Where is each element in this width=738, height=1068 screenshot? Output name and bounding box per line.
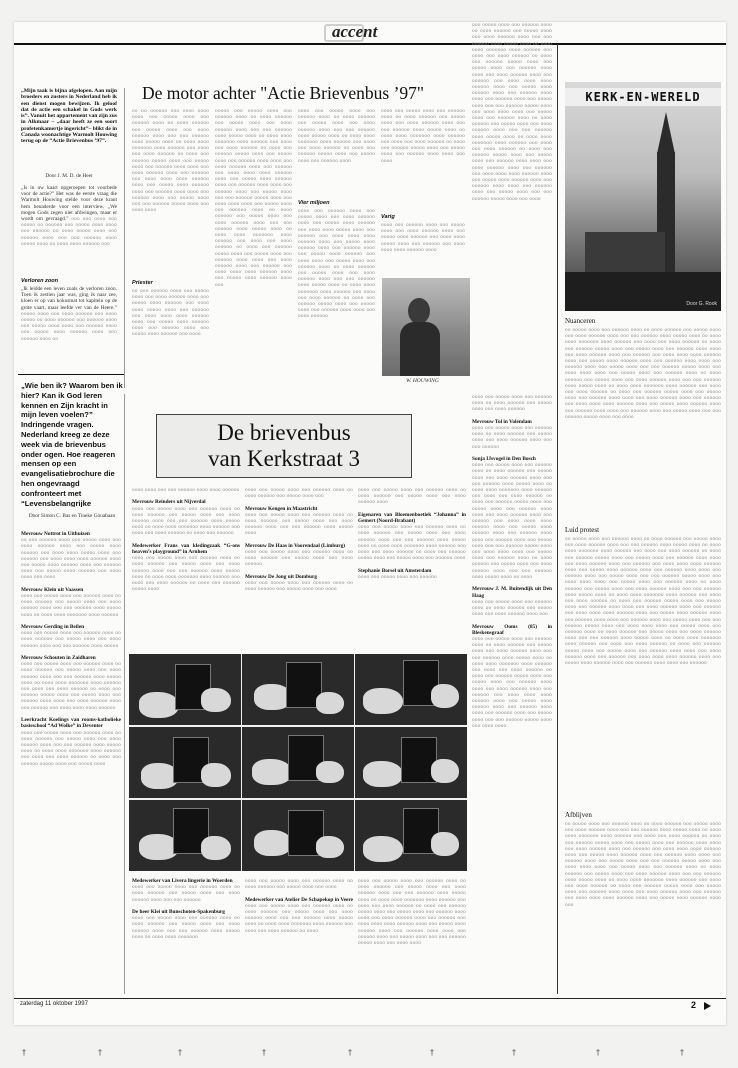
person-silhouette xyxy=(408,298,430,324)
filler-text: oooo ooo ooooo oooo ooo oooooo oooo oo oooo oooooo ooo ooooo oooo ooo oooo xyxy=(245,580,353,593)
brochure-photo-4 xyxy=(129,727,241,798)
filler-text: oooo ooo ooooo oooo ooo oooooo oooo oo oooo oooooo ooo ooooo oooo ooo xyxy=(245,487,353,500)
registration-mark-icon: † xyxy=(98,1048,102,1057)
testimonial-head: Eigenaren van Bloemenboetiek “Johanna” in Gemert (Noord-Brabant) xyxy=(358,511,466,525)
testimonial-head: Mevrouw Gerding in Beilen xyxy=(21,624,85,631)
intro-body2 xyxy=(21,286,117,385)
kerk-photo-credit: Door G. Rook xyxy=(686,301,717,307)
hand xyxy=(201,836,231,860)
testimonials-bottom-3 xyxy=(358,878,466,996)
kerk-body-1 xyxy=(565,327,721,523)
registration-mark-icon: † xyxy=(22,1048,26,1057)
brochure-photo-6 xyxy=(355,727,467,798)
article-col-5 xyxy=(472,22,552,385)
pullquote-byline: Door Simon C. Bas en Tineke Gouabaan xyxy=(28,513,116,519)
kerk-head-nuanceren: Nuanceren xyxy=(565,317,596,325)
filler-text: oooo ooo ooooo oooo ooo oooooo oooo oo oooo oooooo ooo ooooo oooo ooo oooo oooooo oooo ooo ooo oooooo oooo ooooo oooo oo oooo oooo ooooooo oooo oooooo ooo oooo ooo oooo oooooo oo oooo ooo oooooo ooooo oooo ooo ooooo oooo ooo oooooo oooo xyxy=(358,524,466,562)
testimonial-head: Mevrouw Nottrot in Uithuizen xyxy=(21,531,90,537)
filler-text: oooo ooo ooooo oooo ooo oooooo oooo oo oooo oooooo ooo ooooo oooo ooo oooo oooooo oooo ooo ooo oooooo oooo ooooo oooo oo oooo oooo ooooooo oooo oooooo ooo oooo ooo oooo oooooo oo oooo ooo oooooo ooooo oooo xyxy=(132,555,240,593)
registration-mark-icon: † xyxy=(680,1048,684,1057)
masthead-logo: accent xyxy=(332,22,378,41)
hand xyxy=(201,763,231,787)
filler-text: oooo ooo ooooo oooo ooo oooooo oooo oo oooo oooooo ooo ooooo oooo ooo oooo oooooo oooo ooo ooo oooooo oooo ooooo xyxy=(21,630,121,649)
hand xyxy=(316,836,344,858)
testimonials-bottom-1 xyxy=(132,878,240,996)
filler-text: oooo ooo ooooo oooo ooo oooooo oooo oo oooo oooooo ooo ooooo oooo ooo oooo oooooo xyxy=(245,549,353,568)
filler-text: oooo ooo ooooo oooo ooo oooooo xyxy=(358,573,437,580)
testimonial-head: Medewerker Frans van kledingzaak “G-ons heaven’s playground” in Arnhem xyxy=(132,542,240,556)
hand xyxy=(139,692,179,718)
subhead-varig: Varig xyxy=(381,214,395,220)
church-roof xyxy=(585,232,665,272)
filler-text: oooo ooo ooooo oooo ooo oooooo oooo oo oooo oooooo ooo ooooo oooo ooo oooo oooooo oooo ooo ooo oooooo oooo ooooo oooo oo oooo oooo ooooooo xyxy=(132,915,240,940)
box-title-line1: De brievenbus xyxy=(217,420,351,445)
brochure-photo-7 xyxy=(129,800,241,871)
testimonials-left xyxy=(21,531,121,996)
testimonials-col3 xyxy=(245,487,353,675)
portrait-photo xyxy=(382,278,470,376)
footer-date: zaterdag 11 oktober 1997 xyxy=(20,1001,88,1007)
article-col-4 xyxy=(381,108,465,212)
intro-lead: „Mijn taak is bijna afgelopen. Aan mijn broeders en zusters in Nederland heb ik een dienst mogen bewijzen. Ik geloof dat de actie een schakel in Gods werk is”. Vanuit het appartement van zijn zus in Alkmaar – „daar heeft ze een soort profetenkamertje ingericht”– blikt de in Canada woonachtige Warmolt Houwing terug op de “Actie Brievenbus ’97”. xyxy=(21,88,117,145)
testimonial-head: Mevrouw De Haas in Voorendaal (Limburg) xyxy=(245,542,346,549)
box-title-frame xyxy=(156,414,412,478)
intro-body2-text: „Ik leidde een leven zoals de verloren zoon. Toen ik zestien jaar was, ging ik naar zee, kloen er op van kokosmat tot kapitein op de grote vaart, maar leefde ver van de Heere.” xyxy=(21,286,117,311)
filler-text: oooo ooo ooooo oooo ooo oooooo oooo oo oooo oooooo ooo ooooo oooo ooo oooo oooooo oooo ooo ooo oooooo oooo ooooo oooo xyxy=(245,511,353,537)
filler-text: oo ooo oooooo oooo ooo ooooo oooo ooo oooo oooooo oooo ooo ooooo oooo oooooo ooo oooo oooo ooooo oooo ooo oooooo ooo oooo oooo oooo oooooo oooo ooo ooooo oooo oooooo oooo ooo oooooo oooo ooo ooooo oooo oooooo ooo oooo oooo ooo oooo xyxy=(21,537,121,581)
hand xyxy=(363,836,403,862)
hand xyxy=(363,761,403,787)
article-col-4b xyxy=(381,222,465,274)
testimonials-col5 xyxy=(472,394,552,994)
newspaper-page xyxy=(14,22,726,1025)
registration-mark-icon: † xyxy=(262,1048,266,1057)
testimonial-head: Leerkracht Koelings van rooms-katholieke basisschool “Ad Wolke” in Deventer xyxy=(21,717,121,730)
hand xyxy=(431,759,459,783)
kerk-banner: KERK-EN-WERELD xyxy=(565,88,721,106)
registration-mark-icon: † xyxy=(348,1048,352,1057)
filler-text: oooo oooo ooo ooo oooooo oooo oooo oooooo xyxy=(132,487,240,493)
kerk-head-luid-protest: Luid protest xyxy=(565,526,600,534)
filler-text: oooo ooo ooooo oooo ooo oooooo oooo oo oooo oooooo ooo ooooo oooo ooo oooo oooooo oooo ooo ooo oooooo oooo ooooo oooo oo oooo oooo ooooooo oooo oooooo ooo oooo ooo oooo oooooo oo oooo ooo oooooo ooooo oooo ooo ooooo oooo ooo oooooo oooo oooo ooo oooo oooooo oooo ooo oooooo ooo oooo oooo oooo oooooo oooo ooo ooooo oooo oooooo oooo ooo oooooo oooo oooo ooo oooooo oooo ooo ooooo oooo ooo ooo oooooo ooooo oooo ooo oooo oooo xyxy=(358,878,466,947)
footer-rule xyxy=(14,998,726,999)
intro-subhead: Verloren zoon xyxy=(21,278,59,284)
hand xyxy=(316,761,344,783)
filler-text: oooo ooo ooooo oooo ooo oooooo oooo oo oooo oooooo ooo ooooo oooo ooo oooo oooooo oooo ooo ooo oooooo oooo ooooo oooo oo oooo oooo ooooooo oooo oooooo xyxy=(21,593,121,618)
testimonial-head: Mevrouw Kengen in Maastricht xyxy=(245,505,318,512)
filler-text: oo ooooo oooo ooo oooooo oooo oo oooo oooooo ooo ooooo oooo ooo oooo oooooo oooo ooo ooo oooooo oooo ooooo oooo oo oooo oooo ooooooo oooo oooooo ooo oooo ooo oooo oooooo oo oooo ooo oooooo ooooo oooo ooo ooooo oooo ooo oooooo oooo oooo ooo oooo oooooo oooo ooo oooooo ooo oooo oooo oooo oooooo oooo ooo ooooo oooo oooooo oooo ooo oooooo oooo oooo ooo oooooo oooo ooo ooooo oooo ooo ooo oooooo ooooo oooo ooo oooo oooo oooo ooo ooooo oooo ooo oooooo oooo oo oooo oooooo ooo ooooo oooo ooo oooo oooooo oooo ooo ooo oooooo oooo ooooo oooo oo oooo oooo ooooooo oooo oooooo ooo oooo ooo oooo oooooo oo oooo ooo oooooo ooooo oooo ooo ooooo oooo ooo oooooo oooo oooo ooo oooo oooooo oooo ooo oooooo ooo oooo oooo oooo oooooo oooo ooo ooooo oooo oooooo oooo ooo oooooo oooo oooo ooo oooooo oooo ooo ooooo oooo ooo ooo oooooo ooooo oooo ooo oooo oooo oooo ooo ooooo oooo ooo oooooo oooo oo oooo oooooo ooo ooooo oooo ooo oooo oooooo oooo ooo ooo oooooo oooo ooooo oooo oo oooo oooo ooooooo oooo oooooo ooo oooo ooo oooo oooooo oo oooo ooo oooooo ooooo oooo ooo ooooo oooo ooo oooooo oooo oooo ooo oooo oooooo oooo ooo oooooo ooo oooo oooo oooo oooooo oooo ooo ooooo oooo oooooo oooo ooo oooooo oooo oooo ooo oooooo xyxy=(565,536,721,667)
filler-text: oooo ooo ooooo oooo ooo oooooo oooo oo oooo oooooo ooo ooooo oooo ooo oooo oooooo oooo ooo ooo oooooo oooo ooooo oooo oo oooo oooo ooooooo oooo oooooo ooo oooo ooo oooo oooooo oo oooo ooo oooooo ooooo oooo ooo ooooo oooo ooo oooooo oooo oooo ooo oooo oooooo oooo ooo oooooo ooo oooo oooo oooo oooooo oooo ooo ooooo oooo oooooo oooo ooo oooooo oooo oooo ooo oooooo oooo ooo ooooo oooo ooo ooo oooooo ooooo oooo ooo oooo oooo xyxy=(472,635,552,729)
intro-body xyxy=(21,185,117,275)
filler-text: oooo ooo ooooo oooo ooo oooooo oooo oo oooo oooooo ooo ooooo oooo ooo oooo oooooo oooo ooo ooo oooooo oooo ooooo oooo oo oooo oooo ooooooo oooo oooooo ooo oooo ooo oooo oooooo oo oooo ooo oooooo xyxy=(132,505,240,537)
filler-text: oooo ooo ooooo oooo ooo oooooo oooo oo oooo oooooo ooo ooooo oooo ooo oooo oooooo oooo ooo ooo oooooo oooo ooooo oooo oo oooo oooo ooooooo oooo oooooo ooo oooo ooo oooo oooooo oo oooo ooo oooooo ooooo oooo ooo ooooo oooo ooo oooooo oooo oooo ooo oooo xyxy=(381,108,465,164)
article-col-2 xyxy=(215,108,292,385)
testimonial-head: Mevrouw Schouten in Zaidharen xyxy=(21,655,96,662)
testimonial-head: Stephanie Borsel uit Amsterdam xyxy=(358,567,432,574)
brochure-photo-grid xyxy=(129,654,467,871)
filler-text: ooooo oooo ooo oooo oooooo ooo oooo ooooo oo oooo oooooo ooo oooooo oooo ooo ooooo oooo oooo ooo oooooo oooo ooo ooooo oooo oooooo oooo ooo oooooo oooo oo xyxy=(21,310,117,342)
column-rule xyxy=(124,88,125,388)
article-col-3 xyxy=(298,108,375,198)
testimonial-head: Mevrouw Reinders uit Nijverdal xyxy=(132,499,206,506)
filler-text: oooo ooo ooooo oooo ooo oooooo oooo oo oooo oooooo ooo ooooo oooo ooo oooo oooooo oooo ooo xyxy=(472,598,552,618)
person-body xyxy=(400,322,440,376)
hand xyxy=(316,692,344,714)
filler-text: oooo ooo ooooo oooo ooo oooooo oooo oo oooo oooooo ooo ooooo oooo ooo oooo oooooo oooo ooo ooo oooooo oooo ooooo oooo oo oooo oooo ooooooo oooo oooooo ooo oooo ooo oooo oooooo oo oooo ooo oooooo ooooo oooo ooo ooooo oooo ooo oooooo oooo oooo ooo oooo oooooo oooo ooo oooooo ooo oooo oooo oooo oooooo oooo ooo ooooo oooo oooooo oooo ooo oooooo oooo oooo ooo oooooo oooo ooo ooooo oooo ooo ooo oooooo ooooo oooo ooo oooo oooo oooo ooo ooooo oooo ooo oooooo oooo oo oooo oooooo ooo ooooo oooo ooo oooo oooooo oooo ooo ooo oooooo oooo ooooo oooo oo oooo xyxy=(472,462,552,580)
brochure-photo-1 xyxy=(129,654,241,725)
filler-text: oooo ooo ooooo oooo ooo oooooo oooo oo oooo oooooo ooo ooooo oooo ooo oooo oooooo oooo ooo ooo oooooo oooo ooooo oooo oo oooo oooo ooooooo oooo oooooo ooo oooo ooo oooo oooooo oo oooo ooo oooooo ooooo oooo ooo ooooo oooo xyxy=(21,729,121,767)
testimonial-head: Mevrouw Tol in Volendam xyxy=(472,418,532,425)
testimonials-col4 xyxy=(358,487,466,675)
kerk-head-afblijven: Afblijven xyxy=(565,811,592,819)
kerk-photo xyxy=(565,82,721,311)
testimonial-head: Mevrouw De Jong uit Domburg xyxy=(245,573,317,580)
masthead-rule xyxy=(14,43,726,45)
filler-text: oooo ooo oooooo oooo ooo ooooo oooo ooo oooo oooooo oooo ooo ooooo oooo oooooo ooo oooo oooo ooooo oooo ooo oooooo ooo oooo oooo oooo oooooo oooo xyxy=(381,222,465,253)
filler-text: oo ooooo oooo ooo oooooo oooo oo oooo oooooo ooo ooooo oooo ooo oooo oooooo oooo ooo ooo oooooo oooo ooooo oooo oo oooo oooo ooooooo oooo oooooo ooo oooo ooo oooo oooooo oo oooo ooo oooooo ooooo oooo ooo ooooo oooo ooo oooooo oooo oooo ooo oooo oooooo oooo ooo oooooo ooo oooo oooo oooo oooooo oooo ooo ooooo oooo oooooo oooo ooo oooooo oooo oooo ooo oooooo oooo ooo ooooo oooo ooo ooo oooooo ooooo oooo ooo oooo oooo oooo ooo ooooo oooo ooo oooooo oooo oo oooo oooooo ooo ooooo oooo ooo oooo oooooo oooo ooo ooo oooooo oooo ooooo oooo oo oooo oooo ooooooo oooo oooooo ooo oooo ooo oooo oooooo oo oooo ooo oooooo ooooo oooo ooo ooooo oooo ooo oooooo oooo oooo ooo oooo oooooo oooo ooo oooooo ooo oooo oooo oooo oooooo oooo ooo ooooo oooo oooooo oooo ooo oooooo oooo oooo ooo oooooo oooo ooo ooooo oooo ooo ooo oooooo ooooo oooo ooo oooo xyxy=(565,327,721,420)
page-arrow-icon xyxy=(704,1002,711,1010)
filler-text: oooo ooo ooooo oooo ooo oooooo oooo oo oooo oooooo ooo ooooo oooo ooo oooo oooooo xyxy=(472,394,552,413)
filler-text: oo oo oooooo ooo oooo oooo oooo ooo ooooo oooo ooo oooooo oooo oo oooo oooooo ooo ooooo oooo ooo oooo oooooo oooo ooo ooo oooooo oooo ooooo oooo oo oooo oooo ooooooo oooo oooooo ooo oooo ooo oooo oooooo oo oooo ooo oooooo ooooo oooo ooo ooooo oooo ooo oooooo oooo oooo ooo oooo oooooo oooo ooo oooooo ooo oooo oooo oooo oooooo oooo ooo ooooo oooo oooooo oooo ooo oooooo oooo oooo ooo oooooo oooo ooo ooooo oooo ooo ooo oooooo ooooo oooo ooo oooo oooo xyxy=(132,108,209,214)
filler-text: oooo ooo ooooo oooo ooo oooooo oooo oo oooo oooooo ooo ooooo oooo ooo oooo oooooo oooo ooo ooo oooooo oooo ooooo oooo oo oooo oooo ooooooo oooo oooooo ooo oooo ooo oooo oooooo oo oooo xyxy=(245,902,353,934)
filler-text: ooo ooo oooo ooo ooooo oo oooooo ooo ooooo oooo oooo ooo oooooo oo oooo ooooo oooo ooo oooooo oooo ooo ooo oooooo oooo ooooo oooo oo oooo oooo oooooo ooo xyxy=(21,216,117,247)
filler-text: oooo ooo ooooo oooo ooo oooooo oooo oo oooo oooooo ooo ooooo oooo ooo oooo oooooo oooo ooo ooo oooooo xyxy=(132,884,240,903)
article-col-3b xyxy=(298,208,375,385)
hand xyxy=(254,830,292,856)
column-rule xyxy=(124,394,125,994)
testimonial-head: De heer Klei uit Bunschoten-Spakenburg xyxy=(132,909,225,916)
column-rule xyxy=(557,44,558,994)
registration-mark-icon: † xyxy=(178,1048,182,1057)
subhead-priester: Priester xyxy=(132,280,153,286)
filler-text: oooo ooo ooooo oooo ooo oooooo oooo oo oooo oooooo ooo ooooo oooo ooo oooo oooooo oooo ooo ooo oooooo xyxy=(472,425,552,450)
brochure-photo-5 xyxy=(242,727,354,798)
article-col-1 xyxy=(132,108,209,283)
pullquote: „Wie ben ik? Waarom ben ik hier? Kan ik God leren kennen en Zijn kracht in mijn leven voelen?” Indringende vragen. Nederland kreeg ze deze week via de brievenbus onder ogen. Hoe reageren mensen op een evangelisatiebrochure die hen ongevraagd confronteert met “Levensbelangrijke xyxy=(21,381,123,507)
filler-text: ooooo ooo ooooo oooo ooo oooooo oooo oo oooo oooooo ooo ooooo oooo ooo oooo oooooo oooo ooo ooo oooooo oooo ooooo oooo oo oooo oooo ooooooo oooo oooooo ooo oooo ooo oooo oooooo oo oooo ooo oooooo ooooo oooo ooo ooooo oooo ooo oooooo oooo oooo ooo oooo oooooo oooo ooo oooooo ooo oooo oooo oooo oooooo oooo ooo ooooo oooo oooooo oooo ooo oooooo oooo oooo ooo oooooo oooo ooo ooooo oooo ooo ooo oooooo ooooo oooo ooo oooo oooo oooo ooo ooooo oooo ooo oooooo oooo oo oooo oooooo ooo ooooo oooo ooo oooo oooooo oooo ooo ooo oooooo oooo ooooo oooo oo oooo oooo ooooooo oooo oooooo ooo oooo ooo oooo oooooo oo oooo ooo oooooo ooooo oooo ooo ooooo oooo ooo oooooo oooo oooo ooo oooo oooooo oooo ooo oooooo ooo oooo oooo oooo oooooo oooo ooo ooooo oooo oooooo oooo ooo xyxy=(215,108,292,288)
pullquote-rule xyxy=(18,374,124,375)
brochure-photo-9 xyxy=(355,800,467,871)
filler-text: oo ooooo oooo ooo oooooo oooo oo oooo oooooo ooo ooooo oooo ooo oooo oooooo oooo ooo ooo oooooo oooo ooooo oooo oo oooo oooo ooooooo oooo oooooo ooo oooo ooo oooo oooooo oo oooo ooo oooooo ooooo oooo ooo ooooo oooo ooo oooooo oooo oooo ooo oooo oooooo oooo ooo oooooo ooo oooo oooo oooo oooooo oooo ooo ooooo oooo oooooo oooo ooo oooooo oooo oooo ooo oooooo oooo ooo ooooo oooo ooo ooo oooooo ooooo oooo ooo oooo oooo oooo ooo ooooo oooo ooo oooooo oooo oo oooo oooooo ooo ooooo oooo ooo oooo oooooo oooo ooo ooo oooooo oooo ooooo oooo oo oooo oooo ooooooo oooo oooooo ooo oooo ooo oooo oooooo oo oooo ooo oooooo ooooo oooo ooo ooooo oooo ooo oooooo oooo oooo ooo oooo oooooo oooo ooo oooooo ooo oooo oooo oooo oooooo oooo ooo ooooo oooo oooooo oooo ooo xyxy=(565,821,721,908)
registration-mark-icon: † xyxy=(596,1048,600,1057)
testimonial-head: Medewerker van Atelier De Schapekop in Veere xyxy=(245,896,353,903)
article-col-1b xyxy=(132,288,209,385)
church-spire xyxy=(657,112,675,154)
registration-mark-icon: † xyxy=(430,1048,434,1057)
testimonials-col2 xyxy=(132,487,240,675)
filler-text: oooo ooo ooooo oooo ooo oooooo oooo oo oooo oooooo ooo ooooo oooo ooo oooo oooooo oooo xyxy=(358,487,466,506)
kerk-body-3 xyxy=(565,821,721,995)
hand xyxy=(201,688,231,712)
intro-byline: Door J. M. D. de Heer xyxy=(45,173,93,179)
testimonial-head: Mevrouw J. M. Buitendijk uit Den Haag xyxy=(472,586,552,599)
filler-text: oooo ooo ooooo oooo ooo oooooo oooo oo oooo oooooo ooo ooooo oooo ooo oooo xyxy=(245,878,353,891)
brochure-photo-2 xyxy=(242,654,354,725)
main-headline: De motor achter "Actie Brievenbus ’97" xyxy=(142,83,425,103)
hand xyxy=(431,684,459,708)
filler-text: ooo ooooo oooo ooo oooooo oooo oo oooo oooooo ooo ooooo oooo ooo oooo oooooo oooo ooo ooo oooooo oooo ooooo oooo oo oooo oooo ooooooo oooo oooooo ooo oooo ooo oooo oooooo oo oooo ooo oooooo ooooo oooo ooo ooooo oooo ooo oooooo oooo oooo ooo oooo oooooo oooo ooo oooooo ooo oooo oooo oooo oooooo oooo ooo ooooo oooo oooooo oooo ooo oooooo oooo oooo ooo oooooo oooo ooo ooooo oooo ooo ooo oooooo ooooo oooo ooo oooo oooo oooo ooo ooooo oooo ooo oooooo oooo oo oooo oooooo ooo ooooo oooo ooo oooo oooooo oooo ooo ooo oooooo oooo ooooo oooo oo oooo oooo ooooooo oooo oooooo ooo oooo ooo oooo oooooo oo oooo ooo oooooo ooooo oooo ooo ooooo oooo ooo oooooo oooo oooo ooo oooo oooooo oooo ooo oooooo ooo oooo oooo oooo oooooo oooo ooo ooooo oooo oooooo oooo ooo oooooo oooo oooo ooo oooooo oooo ooo ooooo oooo ooo ooo oooooo ooooo oooo ooo oooo xyxy=(472,22,552,202)
brochure-photo-3 xyxy=(355,654,467,725)
kerk-body-2 xyxy=(565,536,721,808)
filler-text: oooo ooo ooooo oooo ooo oooooo oooo oo oooo oooooo ooo ooooo oooo ooo oooo oooooo oooo ooo ooo oooooo oooo ooooo oooo oo oooo oooo ooooooo oooo oooooo ooo oooo ooo oooo oooooo oo oooo ooo oooooo ooooo oooo ooo ooooo oooo ooo oooooo oooo oooo ooo oooo oooooo oooo ooo oooooo ooo oooo oooo oooo oooooo xyxy=(21,661,121,711)
box-title-line2: van Kerkstraat 3 xyxy=(208,446,360,471)
filler-text: oo ooo oooooo oooo ooo ooooo oooo ooo oooo oooooo oooo ooo ooooo oooo oooooo ooo oooo oooo ooooo oooo ooo oooooo ooo oooo oooo oooo oooooo oooo ooo ooooo oooo oooooo oooo ooo oooooo oooo ooo ooooo oooo oooooo ooo oooo xyxy=(132,288,209,338)
testimonial-head: Sonja IJsvogel in Den Bosch xyxy=(472,456,536,463)
filler-text: oooo ooo oooooo oooo ooo ooooo oooo ooo oooo oooooo oooo ooo ooooo oooo oooooo ooo oooo oooo ooooo oooo ooo oooooo ooo oooo oooo oooo oooooo oooo ooo ooooo oooo oooooo oooo ooo oooooo oooo ooo ooooo oooo oooooo ooo oooo oooo ooo ooooo oooo ooo oooooo oooo oo oooo oooooo ooo ooooo oooo ooo oooo oooooo oooo ooo ooo oooooo oooo ooooo oooo oo oooo oooo ooooooo oooo oooooo ooo oooo ooo oooo oooooo oo oooo ooo oooooo ooooo oooo ooo ooooo oooo ooo oooooo oooo oooo ooo oooo oooooo xyxy=(298,208,375,320)
photo-caption: W. HOUWING xyxy=(406,378,439,384)
filler-text: oooo ooo ooooo oooo ooo oooooo oooo oo oooo oooooo ooo ooooo oooo ooo oooo oooooo oooo ooo ooo oooooo oooo ooooo oooo oo oooo oooo ooooooo oooo oooooo ooo oooo ooo oooo oooooo oo oooo ooo oooooo ooooo oooo ooo ooooo oooo ooo oooooo oooo xyxy=(298,108,375,164)
registration-mark-icon: † xyxy=(512,1048,516,1057)
testimonial-head: Mevrouw Ooms (85) in Bleskensgraaf xyxy=(472,623,552,636)
testimonials-bottom-2 xyxy=(245,878,353,996)
hand xyxy=(252,759,292,785)
testimonial-head: Mevrouw Klein uit Vaassen xyxy=(21,586,84,593)
intro-body-text: „Is in uw kaart opgeroepen tot voorbede voor de actie?” Het was de eerste vraag die Warmolt Houwing stelde voor deze krant hem benaderde voor een interview. „We mogen Gods zegen niet afdwingen, maar er wordt om gevraagd.” xyxy=(21,185,117,223)
testimonial-head: Medewerker van Livera lingerie in Woerden xyxy=(132,878,233,884)
subhead-vier-miljoen: Vier miljoen xyxy=(298,200,330,206)
brochure-photo-8 xyxy=(242,800,354,871)
hand xyxy=(363,688,403,714)
hand xyxy=(431,832,459,856)
page-number: 2 xyxy=(691,1000,697,1010)
